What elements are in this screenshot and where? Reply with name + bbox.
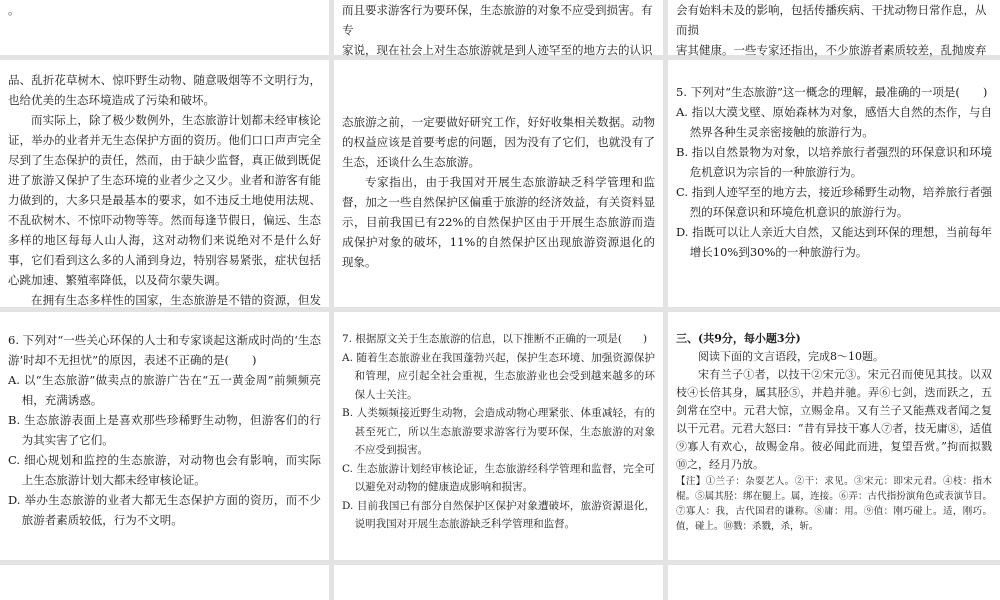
- question-7-option-b[interactable]: B. 人类频频接近野生动物，会造成动物心理紧张、体重减轻，有的甚至死亡，所以生态旅游要求游客行为要环保，生态旅游的对象不应受到损害。: [342, 407, 655, 456]
- passage-paragraph: 在拥有生态多样性的国家，生态旅游是不错的资源，但发: [31, 293, 321, 307]
- question-5-option-d[interactable]: D. 指既可以让人亲近大自然，又能达到环保的理想，当前每年增长10%到30%的一种旅游行为。: [676, 225, 992, 259]
- annotation-notes: 【注】①兰子：杂耍艺人。②干：求见。③宋元：即宋元君。④枝：指木棍。⑤属其胫：绑在腿上。属，连接。⑥弄：古代指扮演角色或表演节目。⑦寡人：我，古代国君的谦称。⑧庸：用。⑨值：刚巧碰上。适，刚巧。值，碰上。⑩戮：杀戮，杀，斩。: [676, 476, 992, 532]
- top-strip-middle: [334, 0, 663, 55]
- passage-panel-left: [0, 60, 329, 307]
- top-strip-right-line-2: 害其健康。一些专家还指出，不少旅游者素质较差，乱抛废弃: [676, 43, 987, 57]
- top-strip-right-line-1: 会有始料未及的影响，包括传播疾病、干扰动物日常作息，从而损: [676, 3, 987, 37]
- top-strip-left-text: 。: [8, 3, 20, 17]
- top-strip-middle-line-2: 家说，现在社会上对生态旅游就是到人迹罕至的地方去的认识: [342, 43, 653, 57]
- question-7-stem: 7. 根据原文关于生态旅游的信息，以下推断不正确的一项是( ): [342, 333, 648, 345]
- empty-panel-bottom-left: [0, 565, 329, 600]
- passage-paragraph: 专家指出，由于我国对开展生态旅游缺乏科学管理和监督，加之一些自然保护区偏重于旅游的经济效益，有关资料显示，目前我国已有22%的自然保护区由于开展生态旅游而造成保护对象的破坏，11%的自然保护区出现旅游资源退化的现象。: [342, 175, 655, 269]
- passage-panel-middle: [334, 60, 663, 307]
- question-5-option-b[interactable]: B. 指以自然景物为对象，以培养旅行者强烈的环保意识和环境危机意识为宗旨的一种旅游行为。: [676, 145, 992, 179]
- question-6-option-d[interactable]: D. 举办生态旅游的业者大都无生态保护方面的资历，而不少旅游者素质较低，行为不文明。: [8, 493, 321, 527]
- question-panel-5: [668, 60, 1000, 307]
- question-7-option-c[interactable]: C. 生态旅游计划经审核论证，生态旅游经科学管理和监督，完全可以避免对动物的健康造成影响和损害。: [342, 462, 655, 493]
- question-6-option-c[interactable]: C. 细心规划和监控的生态旅游，对动物也会有影响，而实际上生态旅游计划大都未经审核论证。: [8, 453, 321, 487]
- question-panel-7: [334, 312, 663, 560]
- question-5-option-a[interactable]: A. 指以大漠戈壁、原始森林为对象，感悟大自然的杰作，与自然界各种生灵亲密接触的旅游行为。: [676, 105, 992, 139]
- section-heading: 三、(共9分，每小题3分): [676, 332, 801, 345]
- classical-chinese-panel: [668, 312, 1000, 560]
- top-strip-left: [0, 0, 329, 55]
- section-instructions: 阅读下面的文言语段，完成8～10题。: [698, 350, 884, 363]
- classical-passage: 宋有兰子①者，以技干②宋元③。宋元召而使见其技。以双枝④长倍其身，属其胫⑤，并趋并驰。弄⑥七剑，迭而跃之，五剑常在空中。元君大惊，立赐金帛。又有兰子又能燕戏者闻之复以干元君。元君大怒曰：“昔有异技干寡人⑦者，技无庸⑧，适值⑨寡人有欢心，故赐金帛。彼必闻此而进，复望吾赏。”拘而拟戮⑩之，经月乃放。: [676, 368, 992, 471]
- top-strip-middle-line-1: 而且要求游客行为要环保，生态旅游的对象不应受到损害。有专: [342, 3, 653, 37]
- question-5-stem: 5. 下列对“生态旅游”这一概念的理解，最准确的一项是( ): [676, 85, 988, 99]
- passage-paragraph: 而实际上，除了极少数例外，生态旅游计划都未经审核论证，举办的业者并无生态保护方面的资历。他们口口声声完全尽到了生态保护的责任，然而，由于缺少监督，真正做到既促进了旅游又保护了生态环境的业者少之又少。业者和游客有能力做到的，大多只是最基本的要求，如不违反土地使用法规、不乱砍树木、不惊吓动物等等。然而每逢节假日，偏远、生态多样的地区每每人山人海，这对动物们来说绝对不是什么好事，它们看到这么多的人涌到身边，特别容易紧张，症状包括心跳加速、繁殖率降低，以及荷尔蒙失调。: [8, 113, 321, 287]
- question-panel-6: [0, 312, 329, 560]
- question-5-option-c[interactable]: C. 指到人迹罕至的地方去，接近珍稀野生动物，培养旅行者强烈的环保意识和环境危机意识的旅游行为。: [676, 185, 992, 219]
- top-strip-right: [668, 0, 1000, 55]
- question-7-option-a[interactable]: A. 随着生态旅游业在我国蓬勃兴起，保护生态环境、加强资源保护和管理，应引起全社会重视，生态旅游业也会受到越来越多的环保人士关注。: [342, 351, 655, 401]
- empty-panel-bottom-middle: [334, 565, 663, 600]
- question-6-stem: 6. 下列对“一些关心环保的人士和专家谈起这渐成时尚的‘生态游’时却不无担忧”的原因，表述不正确的是( ): [8, 333, 321, 367]
- question-6-option-b[interactable]: B. 生态旅游表面上是喜欢那些珍稀野生动物，但游客们的行为其实害了它们。: [8, 413, 321, 447]
- question-7-option-d[interactable]: D. 目前我国已有部分自然保护区保护对象遭破坏，旅游资源退化，说明我国对开展生态旅游缺乏科学管理和监督。: [342, 499, 655, 530]
- question-6-option-a[interactable]: A. 以“生态旅游”做卖点的旅游广告在“五一黄金周”前频频亮相，充满诱惑。: [8, 373, 321, 407]
- passage-paragraph: 态旅游之前，一定要做好研究工作，好好收集相关数据。动物的权益应该是首要考虑的问题，因为没有了它们，也就没有了生态，还谈什么生态旅游。: [342, 115, 655, 169]
- passage-paragraph: 品、乱折花草树木、惊吓野生动物、随意吸烟等不文明行为，也给优美的生态环境造成了污染和破坏。: [8, 73, 321, 107]
- empty-panel-bottom-right: [668, 565, 1000, 600]
